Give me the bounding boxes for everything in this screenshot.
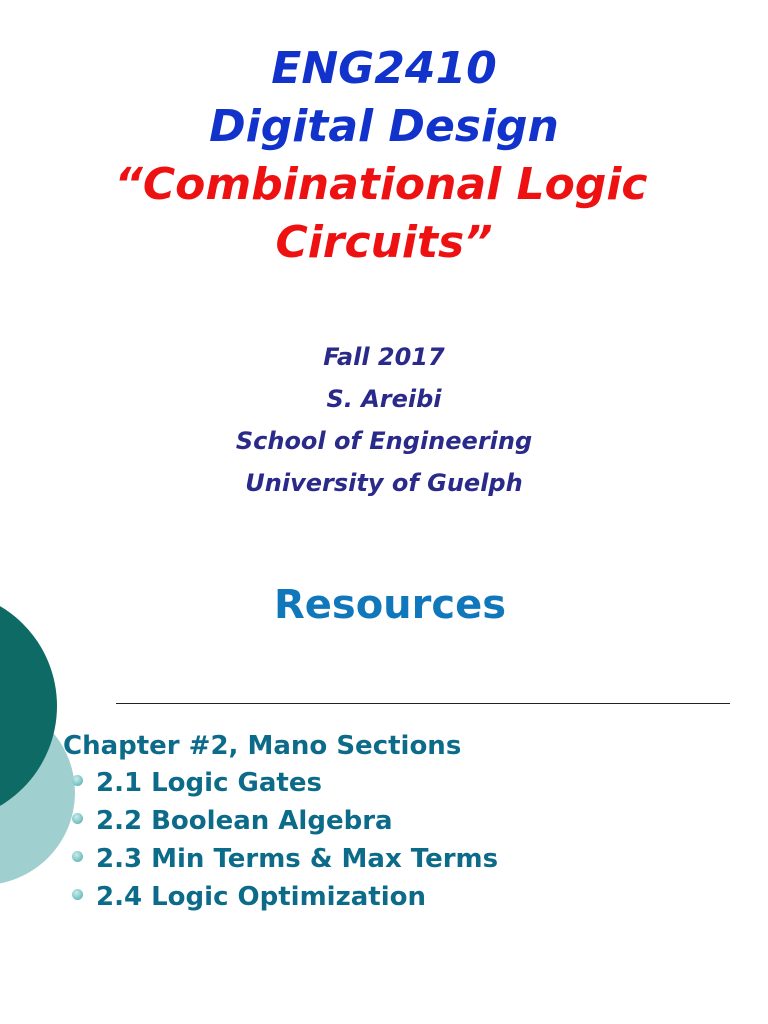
title-block <box>0 40 768 272</box>
topic-title-line2: Circuits” <box>275 217 493 268</box>
chapter-reference: Chapter #2, Mano Sections <box>63 731 462 761</box>
section-label: 2.2 Boolean Algebra <box>96 806 393 836</box>
school: School of Engineering <box>235 427 533 455</box>
section-label: 2.3 Min Terms & Max Terms <box>96 844 499 874</box>
instructor: S. Areibi <box>326 385 442 413</box>
bullet-icon <box>72 813 83 824</box>
list-item <box>72 840 498 878</box>
bullet-icon <box>72 851 83 862</box>
course-name: Digital Design <box>209 101 559 152</box>
term: Fall 2017 <box>323 343 445 371</box>
divider-line <box>116 703 730 704</box>
bullet-icon <box>72 775 83 786</box>
section-label: 2.4 Logic Optimization <box>96 882 426 912</box>
list-item <box>72 802 498 840</box>
topic-title-line1: “Combinational Logic <box>114 159 648 210</box>
course-code: ENG2410 <box>271 43 497 94</box>
resources-heading: Resources <box>273 582 507 628</box>
section-list <box>72 764 498 916</box>
list-item <box>72 878 498 916</box>
university: University of Guelph <box>245 469 523 497</box>
author-block <box>0 336 768 504</box>
bullet-icon <box>72 889 83 900</box>
section-label: 2.1 Logic Gates <box>96 768 322 798</box>
list-item <box>72 764 498 802</box>
